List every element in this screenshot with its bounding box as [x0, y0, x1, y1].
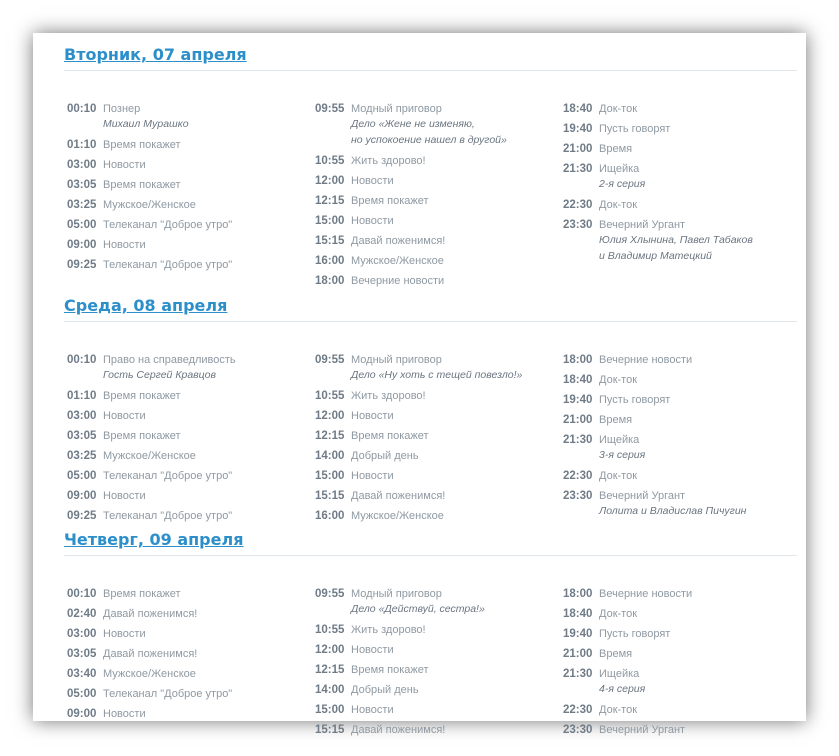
program-row: [67, 449, 307, 463]
program-column: [315, 102, 555, 294]
program-title[interactable]: Мужское/Женское: [103, 199, 196, 211]
program-info: [351, 234, 445, 248]
program-time: 12:15: [315, 430, 345, 442]
program-info: [103, 687, 232, 701]
program-info: [351, 683, 419, 697]
program-row: [67, 198, 307, 212]
program-info: [351, 663, 429, 677]
program-row: [315, 214, 555, 228]
program-time: 03:25: [67, 199, 97, 211]
program-info: [103, 489, 146, 503]
program-info: [351, 174, 394, 188]
day-title[interactable]: Вторник, 07 апреля: [64, 45, 247, 64]
program-row: [315, 254, 555, 268]
program-time: 14:00: [315, 684, 345, 696]
program-title[interactable]: Давай поженимся!: [103, 608, 198, 620]
program-row: [563, 162, 803, 192]
program-row: [67, 158, 307, 172]
program-row: [315, 274, 555, 288]
program-title[interactable]: Жить здорово!: [351, 624, 426, 636]
program-time: 21:00: [563, 414, 593, 426]
program-title[interactable]: Время: [599, 648, 633, 660]
program-info: [351, 469, 394, 483]
program-title[interactable]: Вечерние новости: [351, 275, 445, 287]
program-info: [599, 703, 637, 717]
program-row: [67, 587, 307, 601]
program-info: [351, 409, 394, 423]
program-title[interactable]: Новости: [103, 239, 146, 251]
program-row: [67, 667, 307, 681]
program-info: [103, 429, 181, 443]
program-title[interactable]: Док-ток: [599, 704, 638, 716]
program-time: 15:15: [315, 235, 345, 247]
program-info: [103, 647, 197, 661]
program-column: [67, 102, 307, 278]
program-row: [563, 218, 803, 264]
program-row: [315, 234, 555, 248]
program-title[interactable]: Пусть говорят: [599, 628, 671, 640]
program-time: 15:15: [315, 490, 345, 502]
program-time: 15:00: [315, 470, 345, 482]
program-title[interactable]: Познер: [103, 103, 141, 115]
program-info: [103, 627, 146, 641]
program-title[interactable]: Док-ток: [599, 103, 638, 115]
program-title[interactable]: Док-ток: [599, 374, 638, 386]
program-row: [563, 393, 803, 407]
program-title[interactable]: Право на справедливость: [103, 354, 236, 366]
program-time: 19:40: [563, 628, 593, 640]
program-info: [103, 178, 181, 192]
program-info: [103, 218, 232, 232]
program-info: [599, 353, 692, 367]
program-title[interactable]: Док-ток: [599, 470, 638, 482]
program-time: 01:10: [67, 390, 97, 402]
program-info: [351, 214, 394, 228]
program-time: 16:00: [315, 255, 345, 267]
program-title[interactable]: Новости: [103, 159, 146, 171]
program-row: [67, 509, 307, 523]
program-title[interactable]: Жить здорово!: [351, 390, 426, 402]
program-column: [315, 353, 555, 529]
program-title[interactable]: Время: [599, 414, 633, 426]
program-time: 18:40: [563, 608, 593, 620]
program-title[interactable]: Телеканал "Доброе утро": [103, 259, 233, 271]
program-title[interactable]: Новости: [103, 628, 146, 640]
program-info: [599, 587, 692, 601]
program-time: 03:05: [67, 430, 97, 442]
program-description: Дело «Ну хоть с тещей повезло!»: [351, 369, 523, 381]
program-time: 23:30: [563, 219, 593, 231]
program-row: [67, 389, 307, 403]
program-time: 18:00: [563, 354, 593, 366]
program-time: 03:25: [67, 450, 97, 462]
program-row: [315, 683, 555, 697]
program-title[interactable]: Время покажет: [351, 195, 429, 207]
program-row: [67, 687, 307, 701]
program-title[interactable]: Давай поженимся!: [103, 648, 198, 660]
program-time: 09:55: [315, 103, 345, 115]
program-time: 09:00: [67, 239, 97, 251]
program-row: [315, 409, 555, 423]
program-title[interactable]: Время покажет: [351, 664, 429, 676]
program-title[interactable]: Новости: [103, 708, 146, 720]
program-title[interactable]: Ищейка: [599, 434, 640, 446]
program-title[interactable]: Ищейка: [599, 668, 640, 680]
program-time: 21:00: [563, 648, 593, 660]
program-column: [67, 587, 307, 727]
program-title[interactable]: Новости: [351, 704, 394, 716]
program-row: [315, 353, 555, 383]
program-row: [315, 663, 555, 677]
program-info: [103, 102, 189, 132]
program-row: [67, 489, 307, 503]
program-info: [103, 587, 181, 601]
program-title[interactable]: Новости: [351, 215, 394, 227]
program-row: [67, 178, 307, 192]
program-row: [315, 449, 555, 463]
program-title[interactable]: Новости: [351, 175, 394, 187]
program-row: [563, 647, 803, 661]
program-time: 03:00: [67, 628, 97, 640]
program-time: 05:00: [67, 219, 97, 231]
program-info: [103, 607, 197, 621]
program-title[interactable]: Время покажет: [103, 588, 181, 600]
program-title[interactable]: Жить здорово!: [351, 155, 426, 167]
program-row: [67, 238, 307, 252]
program-info: [351, 353, 522, 383]
day-section-tuesday: [64, 44, 797, 287]
program-row: [315, 389, 555, 403]
program-title[interactable]: Давай поженимся!: [351, 724, 446, 736]
program-info: [103, 353, 236, 383]
program-info: [599, 162, 645, 192]
program-info: [351, 489, 445, 503]
program-row: [315, 587, 555, 617]
program-title[interactable]: Вечерний Ургант: [599, 219, 686, 231]
program-info: [351, 643, 394, 657]
program-time: 14:00: [315, 450, 345, 462]
program-info: [351, 509, 444, 523]
program-info: [351, 623, 426, 637]
program-info: [103, 667, 196, 681]
program-info: [351, 154, 426, 168]
program-time: 21:30: [563, 163, 593, 175]
program-time: 03:40: [67, 668, 97, 680]
day-divider: [64, 555, 797, 556]
program-title[interactable]: Вечерний Ургант: [599, 724, 686, 736]
program-info: [599, 102, 637, 116]
program-row: [315, 429, 555, 443]
program-row: [67, 429, 307, 443]
program-time: 15:00: [315, 704, 345, 716]
program-info: [103, 469, 232, 483]
program-time: 05:00: [67, 688, 97, 700]
program-time: 01:10: [67, 139, 97, 151]
day-section-thursday: [64, 529, 797, 736]
program-info: [103, 389, 181, 403]
program-time: 22:30: [563, 704, 593, 716]
program-title[interactable]: Модный приговор: [351, 103, 442, 115]
program-description: Юлия Хлынина, Павел Табаков: [599, 234, 753, 246]
program-title[interactable]: Ищейка: [599, 163, 640, 175]
program-row: [563, 469, 803, 483]
program-row: [563, 587, 803, 601]
program-info: [103, 138, 181, 152]
program-info: [599, 142, 632, 156]
program-time: 02:40: [67, 608, 97, 620]
program-time: 09:25: [67, 259, 97, 271]
program-row: [563, 723, 803, 737]
program-title[interactable]: Время: [599, 143, 633, 155]
program-column: [563, 353, 803, 525]
program-title[interactable]: Телеканал "Доброе утро": [103, 470, 233, 482]
program-time: 15:00: [315, 215, 345, 227]
program-row: [563, 627, 803, 641]
program-info: [103, 449, 196, 463]
program-title[interactable]: Вечерние новости: [599, 354, 693, 366]
program-description: Гость Сергей Кравцов: [103, 369, 216, 381]
program-info: [103, 707, 146, 721]
program-time: 21:00: [563, 143, 593, 155]
program-row: [67, 607, 307, 621]
program-time: 03:00: [67, 159, 97, 171]
program-description: Лолита и Владислав Пичугин: [599, 505, 747, 517]
program-title[interactable]: Мужское/Женское: [351, 255, 444, 267]
program-info: [103, 238, 146, 252]
program-info: [599, 413, 632, 427]
program-info: [103, 409, 146, 423]
program-time: 16:00: [315, 510, 345, 522]
program-time: 23:30: [563, 724, 593, 736]
program-time: 12:00: [315, 644, 345, 656]
program-info: [351, 703, 394, 717]
program-title[interactable]: Новости: [103, 410, 146, 422]
program-description: и Владимир Матецкий: [599, 250, 712, 262]
tv-schedule-card: [33, 33, 806, 736]
program-info: [351, 587, 485, 617]
program-time: 09:55: [315, 588, 345, 600]
program-description: Дело «Жене не изменяю,: [351, 118, 475, 130]
program-time: 00:10: [67, 103, 97, 115]
program-row: [315, 643, 555, 657]
program-time: 00:10: [67, 354, 97, 366]
program-description: Дело «Действуй, сестра!»: [351, 603, 485, 615]
program-info: [103, 158, 146, 172]
program-row: [67, 353, 307, 383]
program-row: [563, 433, 803, 463]
program-row: [563, 703, 803, 717]
program-column: [563, 587, 803, 743]
program-title[interactable]: Телеканал "Доброе утро": [103, 219, 233, 231]
program-time: 23:30: [563, 490, 593, 502]
program-time: 05:00: [67, 470, 97, 482]
program-title[interactable]: Время покажет: [103, 179, 181, 191]
program-description: но успокоение нашел в другой»: [351, 134, 507, 146]
day-section-wednesday: [64, 295, 797, 522]
program-title[interactable]: Время покажет: [351, 430, 429, 442]
program-title[interactable]: Давай поженимся!: [351, 235, 446, 247]
program-info: [599, 667, 645, 697]
program-title[interactable]: Док-ток: [599, 608, 638, 620]
day-title[interactable]: Четверг, 09 апреля: [64, 530, 244, 549]
program-title[interactable]: Время покажет: [103, 390, 181, 402]
program-row: [315, 174, 555, 188]
program-info: [599, 373, 637, 387]
program-time: 21:30: [563, 434, 593, 446]
program-info: [599, 433, 645, 463]
program-time: 19:40: [563, 394, 593, 406]
program-time: 03:00: [67, 410, 97, 422]
program-time: 10:55: [315, 624, 345, 636]
program-row: [315, 489, 555, 503]
day-divider: [64, 70, 797, 71]
program-row: [563, 122, 803, 136]
program-title[interactable]: Мужское/Женское: [103, 450, 196, 462]
program-title[interactable]: Модный приговор: [351, 588, 442, 600]
program-title[interactable]: Мужское/Женское: [351, 510, 444, 522]
program-row: [563, 489, 803, 519]
program-time: 18:40: [563, 103, 593, 115]
program-info: [351, 449, 419, 463]
program-title[interactable]: Добрый день: [351, 684, 419, 696]
program-time: 15:15: [315, 724, 345, 736]
program-row: [315, 102, 555, 148]
program-row: [67, 647, 307, 661]
program-time: 19:40: [563, 123, 593, 135]
program-time: 18:00: [315, 275, 345, 287]
program-info: [599, 218, 753, 264]
program-info: [351, 274, 444, 288]
program-info: [351, 194, 429, 208]
program-time: 00:10: [67, 588, 97, 600]
program-row: [315, 509, 555, 523]
program-time: 12:00: [315, 175, 345, 187]
program-title[interactable]: Вечерний Ургант: [599, 490, 686, 502]
program-info: [599, 469, 637, 483]
program-row: [315, 623, 555, 637]
program-column: [67, 353, 307, 529]
program-info: [103, 258, 232, 272]
program-row: [315, 194, 555, 208]
program-time: 18:00: [563, 588, 593, 600]
program-time: 12:15: [315, 664, 345, 676]
program-time: 10:55: [315, 390, 345, 402]
program-info: [351, 723, 445, 737]
program-row: [563, 102, 803, 116]
program-time: 09:00: [67, 708, 97, 720]
program-row: [563, 373, 803, 387]
day-title[interactable]: Среда, 08 апреля: [64, 296, 228, 315]
program-time: 21:30: [563, 668, 593, 680]
program-row: [67, 409, 307, 423]
program-info: [599, 723, 685, 737]
program-info: [599, 607, 637, 621]
program-time: 03:05: [67, 179, 97, 191]
day-divider: [64, 321, 797, 322]
program-info: [103, 509, 232, 523]
program-description: 4-я серия: [599, 683, 646, 695]
program-row: [67, 707, 307, 721]
program-row: [67, 469, 307, 483]
program-title[interactable]: Время покажет: [103, 430, 181, 442]
program-info: [351, 429, 429, 443]
program-info: [599, 393, 670, 407]
program-row: [67, 218, 307, 232]
program-title[interactable]: Добрый день: [351, 450, 419, 462]
program-time: 03:05: [67, 648, 97, 660]
program-row: [67, 102, 307, 132]
program-time: 10:55: [315, 155, 345, 167]
program-title[interactable]: Мужское/Женское: [103, 668, 196, 680]
program-title[interactable]: Новости: [351, 410, 394, 422]
program-info: [351, 102, 507, 148]
program-row: [563, 142, 803, 156]
program-title[interactable]: Вечерние новости: [599, 588, 693, 600]
program-title[interactable]: Новости: [351, 644, 394, 656]
program-info: [599, 122, 670, 136]
program-title[interactable]: Новости: [351, 470, 394, 482]
program-row: [563, 198, 803, 212]
program-description: 3-я серия: [599, 449, 646, 461]
program-row: [563, 353, 803, 367]
program-row: [315, 469, 555, 483]
program-time: 22:30: [563, 199, 593, 211]
program-row: [67, 627, 307, 641]
program-time: 12:00: [315, 410, 345, 422]
program-info: [103, 198, 196, 212]
program-title[interactable]: Давай поженимся!: [351, 490, 446, 502]
program-time: 18:40: [563, 374, 593, 386]
program-title[interactable]: Модный приговор: [351, 354, 442, 366]
program-row: [315, 723, 555, 737]
program-time: 22:30: [563, 470, 593, 482]
program-time: 09:25: [67, 510, 97, 522]
program-info: [599, 627, 670, 641]
program-info: [599, 647, 632, 661]
program-row: [315, 154, 555, 168]
program-row: [563, 607, 803, 621]
program-row: [67, 258, 307, 272]
program-title[interactable]: Телеканал "Доброе утро": [103, 510, 233, 522]
program-info: [351, 254, 444, 268]
program-row: [315, 703, 555, 717]
program-title[interactable]: Пусть говорят: [599, 123, 671, 135]
program-description: 2-я серия: [599, 178, 646, 190]
program-row: [563, 667, 803, 697]
program-info: [599, 198, 637, 212]
program-row: [67, 138, 307, 152]
program-info: [351, 389, 426, 403]
program-title[interactable]: Пусть говорят: [599, 394, 671, 406]
program-title[interactable]: Телеканал "Доброе утро": [103, 688, 233, 700]
program-time: 12:15: [315, 195, 345, 207]
program-row: [563, 413, 803, 427]
program-title[interactable]: Время покажет: [103, 139, 181, 151]
program-column: [315, 587, 555, 743]
program-time: 09:00: [67, 490, 97, 502]
program-title[interactable]: Новости: [103, 490, 146, 502]
program-description: Михаил Мурашко: [103, 118, 189, 130]
program-info: [599, 489, 746, 519]
program-title[interactable]: Док-ток: [599, 199, 638, 211]
program-time: 09:55: [315, 354, 345, 366]
program-column: [563, 102, 803, 270]
